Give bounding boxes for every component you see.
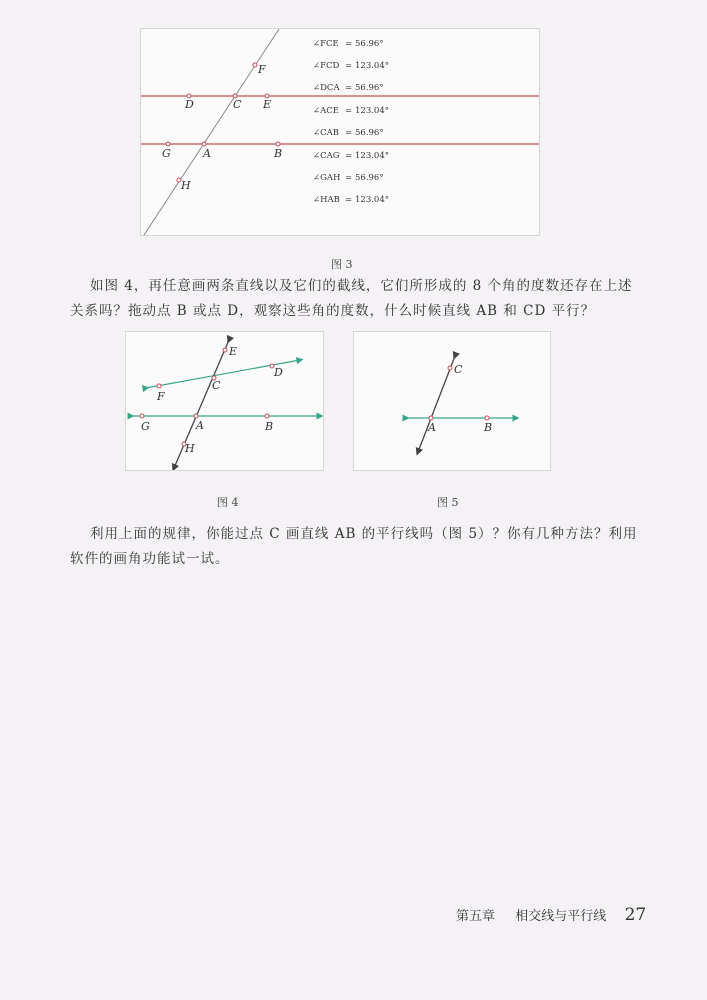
label-c: C	[233, 98, 242, 111]
svg-text:=: =	[345, 128, 353, 138]
measure-2-value: 56.96°	[355, 83, 384, 93]
measure-5-angle: ∠CAG	[313, 151, 340, 161]
label-f: F	[157, 390, 165, 403]
page-footer	[456, 905, 646, 925]
measure-0-angle: ∠FCE	[313, 39, 339, 49]
point-c[interactable]	[448, 366, 452, 370]
transversal-line	[144, 29, 279, 235]
figure-5	[353, 331, 551, 471]
point-e[interactable]	[223, 348, 227, 352]
label-b: B	[484, 421, 493, 434]
label-f: F	[258, 63, 266, 76]
paragraph-2-line-1: 利用上面的规律，你能过点 C 画直线 AB 的平行线吗（图 5）？你有几种方法？利用	[90, 526, 638, 542]
label-b: B	[265, 420, 274, 433]
angle-measurements	[313, 39, 389, 205]
label-e: E	[229, 345, 238, 358]
measure-6-angle: ∠GAH	[313, 173, 341, 183]
label-d: D	[274, 366, 283, 379]
label-g: G	[141, 420, 150, 433]
measure-1-value: 123.04°	[355, 61, 389, 71]
point-b[interactable]	[265, 414, 269, 418]
measure-7-angle: ∠HAB	[313, 195, 340, 205]
paragraph-2	[70, 522, 638, 572]
figure-4-caption: 图 4	[217, 496, 239, 509]
label-c: C	[454, 363, 463, 376]
page-number: 27	[624, 905, 647, 925]
figure-5-diagram	[354, 332, 550, 470]
footer-title: 相交线与平行线	[515, 909, 607, 924]
figure-4	[125, 331, 324, 471]
paragraph-1	[70, 274, 633, 324]
svg-text:=: =	[345, 39, 353, 49]
measure-6-value: 56.96°	[355, 173, 384, 183]
figure-4-diagram	[126, 332, 323, 470]
svg-text:=: =	[345, 106, 353, 116]
point-f[interactable]	[157, 384, 161, 388]
svg-text:=: =	[345, 83, 353, 93]
point-a[interactable]	[429, 416, 433, 420]
label-h: H	[185, 442, 195, 455]
label-d: D	[185, 98, 194, 111]
label-b: B	[274, 147, 283, 160]
figure-3-diagram	[141, 29, 539, 235]
point-g[interactable]	[140, 414, 144, 418]
point-a[interactable]	[194, 414, 198, 418]
transversal-eh	[174, 340, 229, 468]
measure-7-value: 123.04°	[355, 195, 389, 205]
label-h: H	[181, 179, 191, 192]
measure-0-value: 56.96°	[355, 39, 384, 49]
point-b[interactable]	[485, 416, 489, 420]
paragraph-2-line-2: 软件的画角功能试一试。	[70, 551, 230, 567]
svg-text:=: =	[345, 61, 353, 71]
label-a: A	[196, 419, 204, 432]
figure-5-caption: 图 5	[437, 496, 459, 509]
measure-2-angle: ∠DCA	[313, 83, 340, 93]
point-b[interactable]	[276, 142, 280, 146]
svg-text:=: =	[345, 195, 353, 205]
point-g[interactable]	[166, 142, 170, 146]
label-g: G	[162, 147, 171, 160]
measure-1-angle: ∠FCD	[313, 61, 340, 71]
point-a[interactable]	[202, 142, 206, 146]
footer-chapter: 第五章	[456, 909, 496, 924]
paragraph-1-line-1: 如图 4，再任意画两条直线以及它们的截线，它们所形成的 8 个角的度数还存在上述	[90, 278, 633, 294]
measure-3-angle: ∠ACE	[313, 106, 339, 116]
point-f[interactable]	[253, 63, 257, 67]
label-e: E	[263, 98, 272, 111]
measure-4-angle: ∠CAB	[313, 128, 340, 138]
label-a: A	[203, 147, 211, 160]
svg-text:=: =	[345, 151, 353, 161]
paragraph-1-line-2: 关系吗？拖动点 B 或点 D，观察这些角的度数，什么时候直线 AB 和 CD 平行？	[70, 303, 596, 319]
label-a: A	[428, 421, 436, 434]
measure-3-value: 123.04°	[355, 106, 389, 116]
measure-5-value: 123.04°	[355, 151, 389, 161]
label-c: C	[212, 379, 221, 392]
figure-3-caption: 图 3	[331, 258, 353, 271]
figure-3	[140, 28, 540, 236]
measure-4-value: 56.96°	[355, 128, 384, 138]
svg-text:=: =	[345, 173, 353, 183]
